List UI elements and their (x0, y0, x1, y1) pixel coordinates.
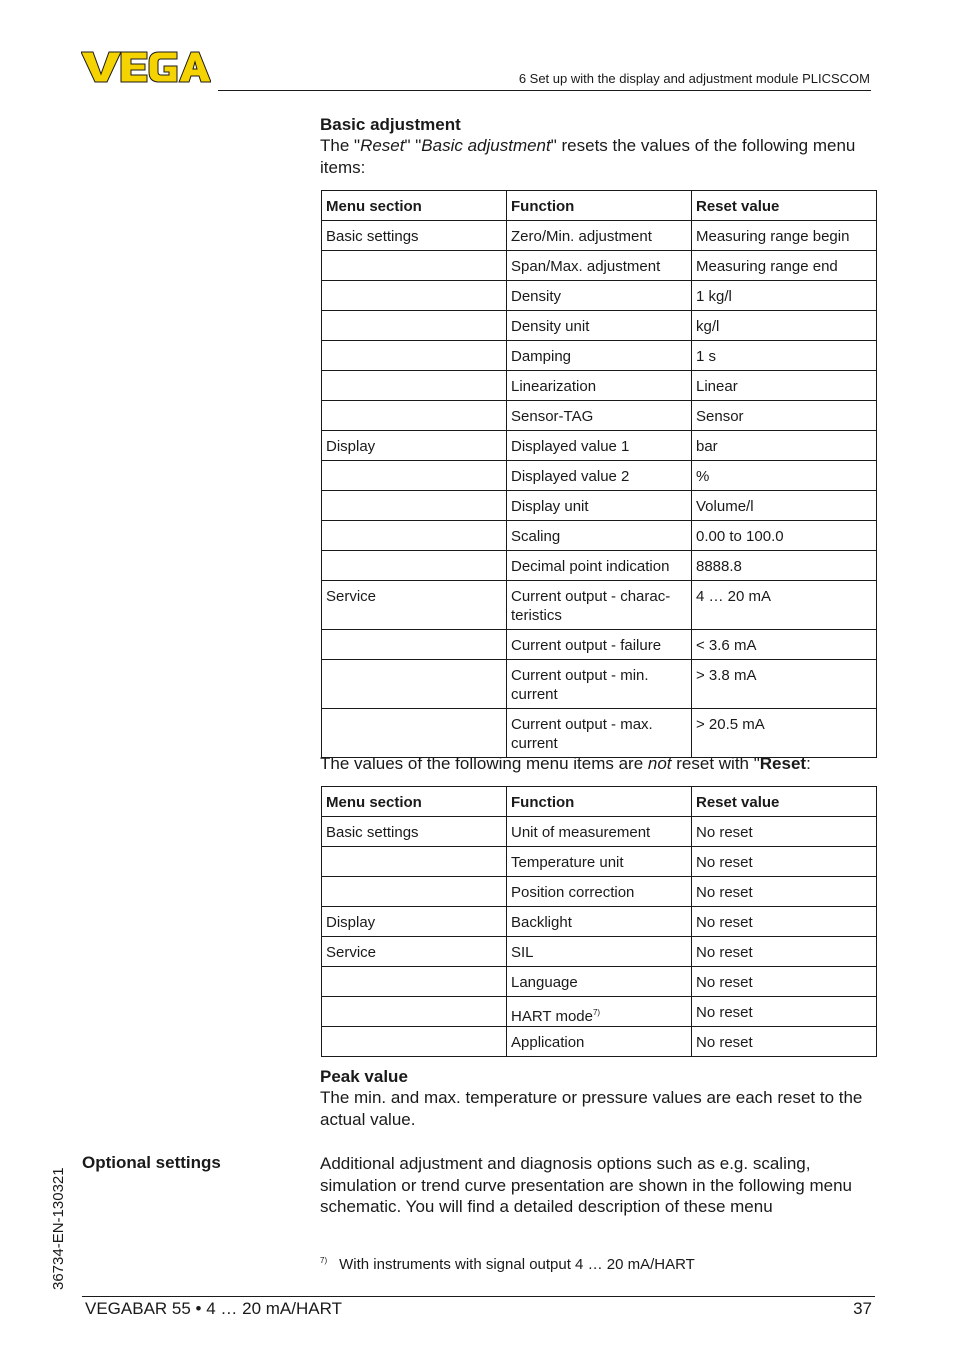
cell-menu-section (322, 221, 507, 251)
table-row (322, 1027, 877, 1057)
cell-menu-section (322, 660, 507, 709)
cell-menu-section (322, 551, 507, 581)
cell-menu-section (322, 401, 507, 431)
table-row (322, 997, 877, 1027)
table-row (322, 967, 877, 997)
cell-function (507, 221, 692, 251)
cell-reset-value (692, 521, 877, 551)
basic-adjustment-heading: Basic adjustment (320, 115, 461, 134)
footnote (320, 1256, 695, 1273)
cell-function (507, 401, 692, 431)
cell-function-text: Application (511, 1034, 585, 1051)
cell-reset-value (692, 221, 877, 251)
cell-reset-value (692, 1027, 877, 1057)
cell-function (507, 847, 692, 877)
header-menu-section: Menu section (322, 191, 507, 221)
not-reset-sentence (320, 753, 876, 775)
header-menu-section: Menu section (322, 787, 507, 817)
footer-product: VEGABAR 55 • 4 … 20 mA/HART (85, 1299, 342, 1318)
cell-reset-value-text: < 3.6 mA (696, 637, 757, 654)
cell-reset-value-text: 0.00 to 100.0 (696, 528, 784, 545)
cell-function-text: Displayed value 1 (511, 438, 630, 455)
cell-menu-section (322, 311, 507, 341)
cell-reset-value-text: No reset (696, 914, 753, 931)
cell-reset-value (692, 877, 877, 907)
table-header-row (322, 191, 877, 221)
cell-reset-value (692, 431, 877, 461)
cell-function (507, 461, 692, 491)
cell-function (507, 281, 692, 311)
intro-text-3: " resets the values of the following menu items: (320, 136, 856, 177)
cell-menu-section (322, 281, 507, 311)
cell-reset-value (692, 281, 877, 311)
page-number: 37 (853, 1299, 872, 1318)
cell-reset-value (692, 581, 877, 630)
cell-reset-value-text: No reset (696, 1004, 753, 1021)
cell-menu-section (322, 817, 507, 847)
cell-function (507, 937, 692, 967)
footer-divider (82, 1296, 875, 1297)
vega-logo (81, 50, 211, 84)
cell-reset-value (692, 847, 877, 877)
table-row (322, 847, 877, 877)
table-row (322, 709, 877, 758)
cell-reset-value (692, 341, 877, 371)
cell-function-text: Temperature unit (511, 854, 624, 871)
reset-values-table (321, 190, 877, 758)
cell-function (507, 817, 692, 847)
peak-value-text: The min. and max. temperature or pressure values are each reset to the actual value. (320, 1088, 863, 1129)
cell-function (507, 1027, 692, 1057)
cell-reset-value-text: No reset (696, 1034, 753, 1051)
cell-reset-value-text: Measuring range end (696, 258, 838, 275)
table-row (322, 630, 877, 660)
cell-function (507, 967, 692, 997)
cell-reset-value (692, 311, 877, 341)
cell-menu-section (322, 461, 507, 491)
table-row (322, 311, 877, 341)
table-row (322, 877, 877, 907)
cell-reset-value-text: No reset (696, 974, 753, 991)
peak-value-section (320, 1066, 876, 1130)
table-row (322, 401, 877, 431)
cell-reset-value (692, 817, 877, 847)
header-reset-value: Reset value (692, 787, 877, 817)
cell-function-text: SIL (511, 944, 534, 961)
cell-function-text: Displayed value 2 (511, 468, 630, 485)
table-row (322, 937, 877, 967)
cell-menu-section (322, 630, 507, 660)
cell-menu-section (322, 967, 507, 997)
cell-menu-section (322, 491, 507, 521)
reset-word: Reset (759, 754, 807, 773)
cell-function (507, 997, 692, 1027)
header-reset-value: Reset value (692, 191, 877, 221)
cell-function (507, 491, 692, 521)
cell-reset-value-text: 1 kg/l (696, 288, 732, 305)
cell-function-text: Display unit (511, 498, 589, 515)
cell-function-text: Current output - charac-teristics (511, 588, 671, 624)
header-function: Function (507, 191, 692, 221)
cell-function (507, 251, 692, 281)
cell-function (507, 311, 692, 341)
cell-menu-section (322, 251, 507, 281)
cell-reset-value (692, 630, 877, 660)
cell-reset-value-text: 1 s (696, 348, 717, 365)
cell-reset-value (692, 660, 877, 709)
cell-reset-value-text: Volume/l (696, 498, 754, 515)
header-function: Function (507, 787, 692, 817)
peak-value-heading: Peak value (320, 1067, 408, 1086)
cell-function (507, 431, 692, 461)
basic-adjustment-intro (320, 135, 876, 178)
cell-menu-section-text: Basic settings (326, 824, 419, 841)
cell-menu-section (322, 877, 507, 907)
table-row (322, 341, 877, 371)
cell-function-text: Current output - max. current (511, 716, 653, 752)
cell-function-text: Damping (511, 348, 572, 365)
cell-reset-value-text: 4 … 20 mA (696, 588, 772, 605)
cell-reset-value-text: % (696, 468, 710, 485)
cell-reset-value (692, 997, 877, 1027)
cell-menu-section (322, 709, 507, 758)
not-reset-text-1: The values of the following menu items are (320, 754, 648, 773)
cell-function-text: Scaling (511, 528, 561, 545)
cell-reset-value (692, 251, 877, 281)
cell-reset-value (692, 937, 877, 967)
cell-function-text: HART mode (511, 1008, 593, 1025)
cell-menu-section (322, 1027, 507, 1057)
cell-function-text: Span/Max. adjustment (511, 258, 661, 275)
table-row (322, 551, 877, 581)
cell-function-text: Zero/Min. adjustment (511, 228, 652, 245)
cell-function-text: Position correction (511, 884, 635, 901)
cell-function-text: Unit of measurement (511, 824, 651, 841)
cell-menu-section (322, 431, 507, 461)
table-row (322, 251, 877, 281)
table-row (322, 461, 877, 491)
cell-menu-section (322, 937, 507, 967)
cell-function (507, 709, 692, 758)
chapter-header: 6 Set up with the display and adjustment module PLICSCOM (518, 71, 870, 86)
cell-function (507, 371, 692, 401)
cell-reset-value-text: No reset (696, 944, 753, 961)
cell-menu-section (322, 341, 507, 371)
cell-reset-value-text: bar (696, 438, 718, 455)
intro-basic-word: Basic adjustment (421, 136, 551, 155)
cell-menu-section (322, 907, 507, 937)
cell-reset-value-text: > 20.5 mA (696, 716, 765, 733)
vega-logo-mark (81, 50, 211, 84)
cell-reset-value-text: Sensor (696, 408, 744, 425)
cell-menu-section (322, 847, 507, 877)
optional-settings-text: Additional adjustment and diagnosis options such as e.g. scaling, simulation or trend curve presentation are shown in the following menu schematic. You will find a detailed description of these menu (320, 1154, 853, 1216)
cell-reset-value-text: 8888.8 (696, 558, 742, 575)
cell-function (507, 341, 692, 371)
cell-menu-section (322, 581, 507, 630)
cell-reset-value (692, 551, 877, 581)
cell-reset-value-text: Measuring range begin (696, 228, 850, 245)
cell-menu-section-text: Display (326, 438, 376, 455)
cell-function (507, 877, 692, 907)
cell-function (507, 907, 692, 937)
intro-text-2: " " (404, 136, 422, 155)
not-reset-text-2: reset with " (671, 754, 760, 773)
cell-function-text: Sensor-TAG (511, 408, 594, 425)
table-row (322, 660, 877, 709)
intro-reset-word: Reset (360, 136, 405, 155)
table-row (322, 817, 877, 847)
cell-reset-value-text: No reset (696, 884, 753, 901)
cell-menu-section-text: Service (326, 588, 377, 605)
document-id: 36734-EN-130321 (50, 1167, 67, 1290)
cell-reset-value-text: kg/l (696, 318, 720, 335)
no-reset-table (321, 786, 877, 1057)
cell-reset-value-text: > 3.8 mA (696, 667, 757, 684)
not-reset-text-3: : (806, 754, 811, 773)
cell-reset-value (692, 371, 877, 401)
cell-function-text: Density (511, 288, 562, 305)
table-row (322, 581, 877, 630)
cell-function-text: Linearization (511, 378, 597, 395)
cell-function (507, 551, 692, 581)
cell-reset-value (692, 461, 877, 491)
cell-reset-value-text: No reset (696, 854, 753, 871)
table-row (322, 491, 877, 521)
footnote-mark: 7) (320, 1256, 328, 1265)
cell-reset-value-text: No reset (696, 824, 753, 841)
cell-function (507, 630, 692, 660)
footnote-ref: 7) (592, 1008, 601, 1017)
cell-function-text: Current output - failure (511, 637, 662, 654)
cell-reset-value (692, 491, 877, 521)
table-row (322, 371, 877, 401)
intro-text-1: The " (320, 136, 361, 155)
cell-menu-section (322, 997, 507, 1027)
cell-menu-section-text: Service (326, 944, 377, 961)
cell-function (507, 660, 692, 709)
cell-function (507, 581, 692, 630)
optional-settings-heading: Optional settings (82, 1153, 221, 1172)
basic-adjustment-section (320, 114, 876, 178)
table-row (322, 907, 877, 937)
table-row (322, 281, 877, 311)
cell-function-text: Current output - min. current (511, 667, 649, 703)
cell-function-text: Density unit (511, 318, 590, 335)
cell-menu-section (322, 521, 507, 551)
cell-menu-section-text: Display (326, 914, 376, 931)
cell-function-text: Backlight (511, 914, 572, 931)
footnote-text: With instruments with signal output 4 … 20 mA/HART (339, 1256, 695, 1273)
table-row (322, 221, 877, 251)
table-row (322, 431, 877, 461)
cell-function (507, 521, 692, 551)
cell-reset-value (692, 907, 877, 937)
table-header-row (322, 787, 877, 817)
cell-reset-value (692, 967, 877, 997)
cell-function-text: Decimal point indication (511, 558, 670, 575)
cell-menu-section-text: Basic settings (326, 228, 419, 245)
not-word: not (647, 754, 672, 773)
cell-function-text: Language (511, 974, 578, 991)
cell-menu-section (322, 371, 507, 401)
header-divider (218, 90, 871, 91)
cell-reset-value (692, 709, 877, 758)
table-row (322, 521, 877, 551)
cell-reset-value-text: Linear (696, 378, 738, 395)
cell-reset-value (692, 401, 877, 431)
